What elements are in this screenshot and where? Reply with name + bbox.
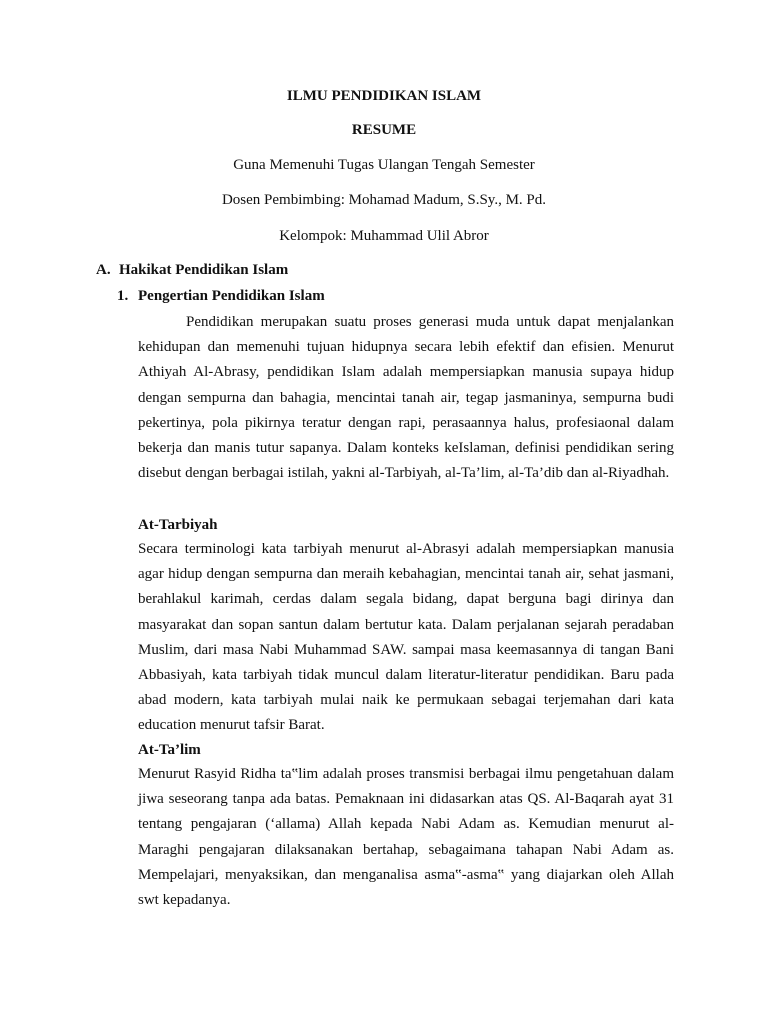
subsection-1-marker: 1. <box>117 288 129 304</box>
subsection-1-heading: Pengertian Pendidikan Islam <box>138 288 325 304</box>
group-line: Kelompok: Muhammad Ulil Abror <box>279 228 489 244</box>
paragraph-at-tarbiyah: Secara terminologi kata tarbiyah menurut al-Abrasyi adalah mempersiapkan manusia agar hidup dengan sempurna dan meraih kebahagian, mencintai tanah air, sehat jasmani, berahlakul karimah, cerdas dalam segala bidang, dapat berguna bagi dirinya dan masyarakat dan sopan santun dalam bertutur kata. Dalam perjalanan sejarah peradaban Muslim, dari masa Nabi Muhammad SAW. sampai masa keemasannya di tangan Bani Abbasiyah, kata tarbiyah tidak muncul dalam literatur-literatur pendidikan. Baru pada abad modern, kata tarbiyah mulai naik ke permukaan sebagai terjemahan dari kata education menurut tafsir Barat. <box>138 541 674 734</box>
at-talim-heading: At-Ta’lim <box>138 742 201 758</box>
paragraph-pengertian <box>138 310 674 486</box>
paragraph-at-talim: Menurut Rasyid Ridha ta‟lim adalah proses transmisi berbagai ilmu pengetahuan dalam jiwa seseorang tanpa ada batas. Pemaknaan ini didasarkan atas QS. Al-Baqarah ayat 31 tentang pengajaran (‘allama) Allah kepada Nabi Adam as. Kemudian menurut al-Maraghi pengajaran dilaksanakan bertahap, sebagaimana tahapan Nabi Adam as. Mempelajari, menyaksikan, dan menganalisa asma‟-asma‟ yang diajarkan oleh Allah swt kepadanya. <box>138 766 674 909</box>
paragraph-pengertian-text: Pendidikan merupakan suatu proses generasi muda untuk dapat menjalankan kehidupan dan memenuhi tujuan hidupnya secara lebih efektif dan efisien. Menurut Athiyah Al-Abrasy, pendidikan Islam adalah mempersiapkan manusia supaya hidup dengan sempurna dan bahagia, mencintai tanah air, tegap jasmaninya, sempurna budi pekertinya, pola pikirnya teratur dengan rapi, perasaannya halus, profesiaonal dalam bekerja dan manis tutur sapanya. Dalam konteks keIslaman, definisi pendidikan sering disebut dengan berbagai istilah, yakni al-Tarbiyah, al-Ta’lim, al-Ta’dib dan al-Riyadhah. <box>138 314 674 482</box>
lecturer-line: Dosen Pembimbing: Mohamad Madum, S.Sy., M. Pd. <box>221 192 547 208</box>
document-purpose: Guna Memenuhi Tugas Ulangan Tengah Semester <box>233 157 535 173</box>
at-tarbiyah-heading: At-Tarbiyah <box>138 517 218 533</box>
document-subtitle: RESUME <box>351 122 417 138</box>
section-a-marker: A. <box>96 262 111 278</box>
section-a-heading: Hakikat Pendidikan Islam <box>119 262 289 278</box>
document-title: ILMU PENDIDIKAN ISLAM <box>286 88 482 104</box>
